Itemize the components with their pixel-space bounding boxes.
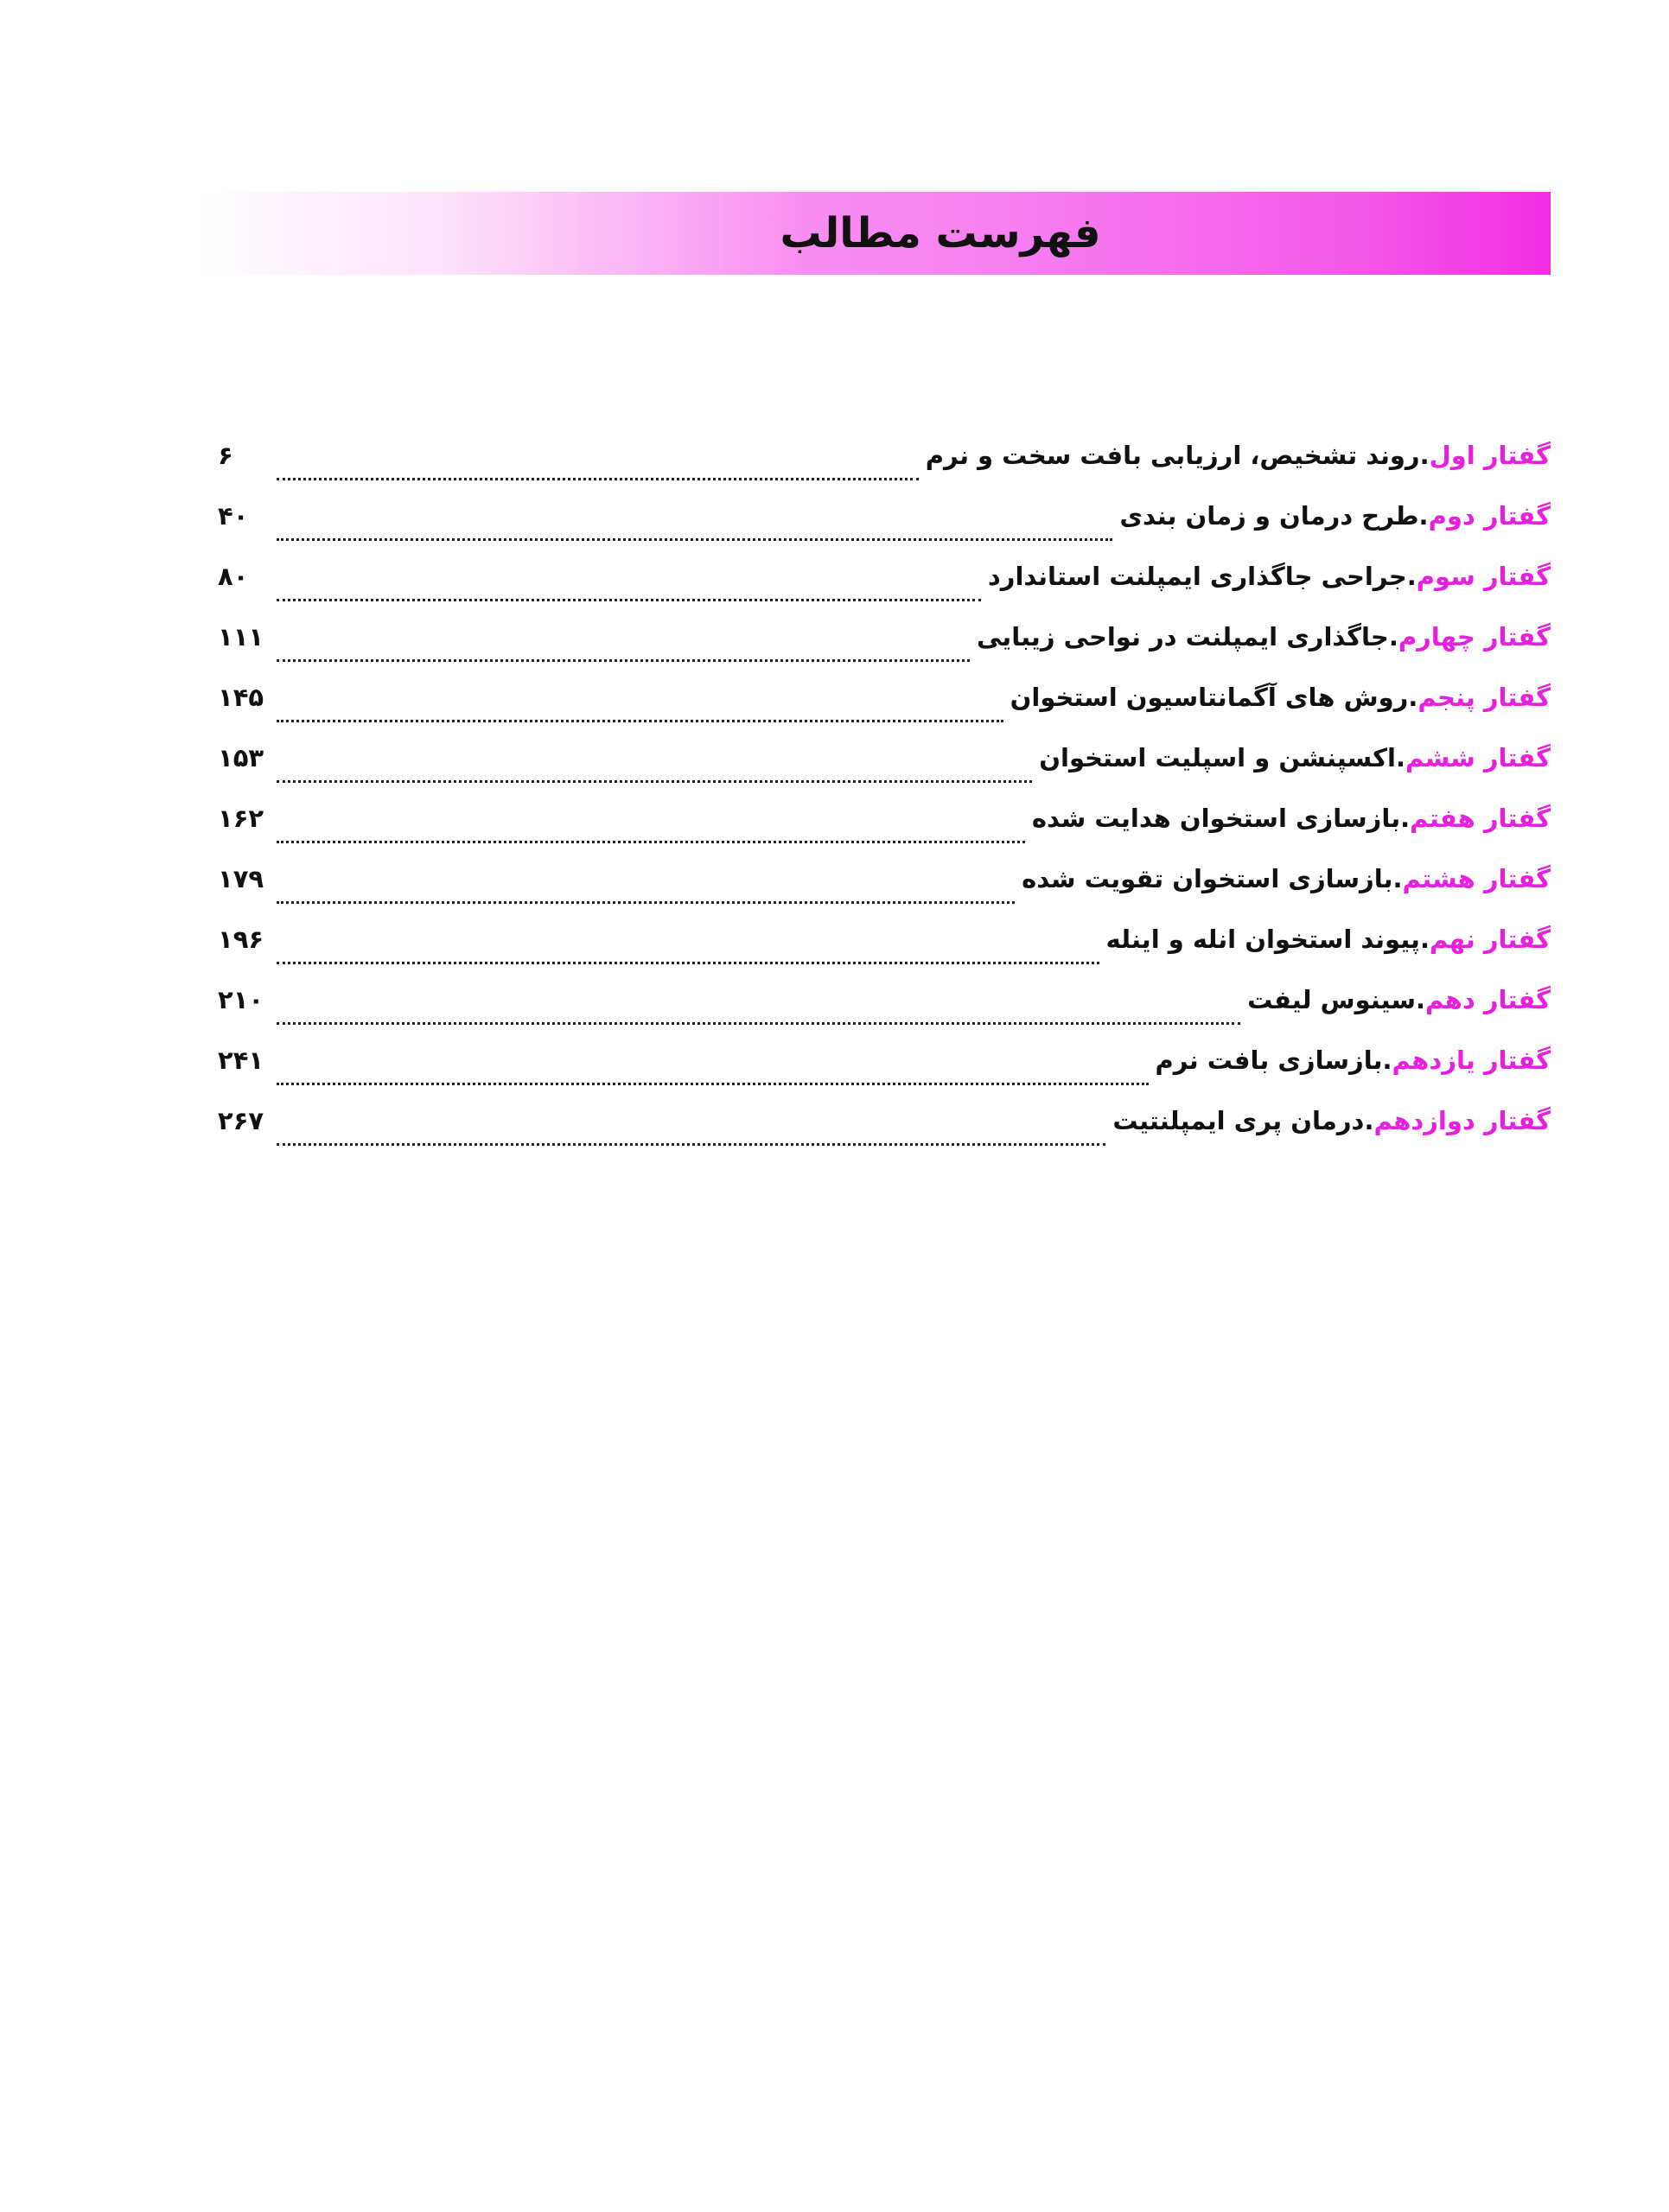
- chapter-title: بازسازی بافت نرم: [1155, 1046, 1383, 1075]
- page-number: ۲۶۷: [218, 1106, 264, 1135]
- page-number: ۲۴۱: [218, 1046, 264, 1075]
- separator-dot: .: [1418, 501, 1429, 531]
- chapter-title: بازسازی استخوان هدایت شده: [1031, 804, 1401, 833]
- chapter-title: جراحی جاگذاری ایمپلنت استاندارد: [987, 562, 1407, 591]
- chapter-title: پیوند استخوان انله و اینله: [1105, 925, 1420, 954]
- page-title: فهرست مطالب: [780, 209, 1101, 257]
- toc-row-5[interactable]: [218, 683, 1551, 743]
- chapter-label: گفتار سوم: [1416, 562, 1551, 591]
- dot-leader: [277, 899, 1015, 904]
- page-number: ۱۹۶: [218, 925, 264, 954]
- toc-row-8[interactable]: [218, 864, 1551, 925]
- chapter-title: روند تشخیص، ارزیابی بافت سخت و نرم: [925, 441, 1420, 470]
- chapter-label: گفتار دوازدهم: [1373, 1106, 1551, 1135]
- dot-leader: [277, 476, 919, 480]
- dot-leader: [277, 960, 1099, 964]
- chapter-label: گفتار چهارم: [1398, 622, 1551, 652]
- dot-leader: [277, 597, 981, 601]
- page-number: ۱۵۳: [218, 743, 264, 772]
- toc-row-2[interactable]: [218, 501, 1551, 562]
- separator-dot: .: [1364, 1106, 1374, 1135]
- page-number: ۱۶۲: [218, 804, 264, 833]
- chapter-label: گفتار ششم: [1405, 743, 1551, 772]
- separator-dot: .: [1406, 562, 1417, 591]
- chapter-title: اکسپنشن و اسپلیت استخوان: [1039, 743, 1396, 772]
- separator-dot: .: [1392, 864, 1403, 893]
- chapter-label: گفتار پنجم: [1417, 683, 1551, 712]
- page-number: ۱۱۱: [218, 622, 264, 652]
- page-number: ۲۱۰: [218, 985, 264, 1014]
- page-number: ۶: [218, 441, 233, 470]
- separator-dot: .: [1395, 743, 1405, 772]
- chapter-label: گفتار دوم: [1428, 501, 1551, 531]
- dot-leader: [277, 1081, 1149, 1085]
- page-number: ۱۷۹: [218, 864, 264, 893]
- chapter-label: گفتار دهم: [1425, 985, 1551, 1014]
- dot-leader: [277, 658, 970, 662]
- dot-leader: [277, 1141, 1105, 1146]
- chapter-title: جاگذاری ایمپلنت در نواحی زیبایی: [976, 622, 1389, 652]
- page-number: ۸۰: [218, 562, 249, 591]
- separator-dot: .: [1408, 683, 1418, 712]
- chapter-title: درمان پری ایمپلنتیت: [1112, 1106, 1365, 1135]
- separator-dot: .: [1400, 804, 1411, 833]
- chapter-label: گفتار اول: [1429, 441, 1551, 470]
- dot-leader: [277, 839, 1025, 843]
- chapter-label: گفتار یازدهم: [1392, 1046, 1551, 1075]
- chapter-title: سینوس لیفت: [1247, 985, 1416, 1014]
- separator-dot: .: [1415, 985, 1425, 1014]
- toc-row-12[interactable]: [218, 1106, 1551, 1166]
- separator-dot: .: [1382, 1046, 1392, 1075]
- chapter-label: گفتار نهم: [1429, 925, 1551, 954]
- dot-leader: [277, 1020, 1240, 1025]
- chapter-title: روش های آگمانتاسیون استخوان: [1010, 683, 1409, 712]
- table-of-contents: [218, 441, 1551, 1166]
- page-number: ۴۰: [218, 501, 249, 531]
- separator-dot: .: [1419, 925, 1430, 954]
- toc-row-4[interactable]: [218, 622, 1551, 683]
- dot-leader: [277, 718, 1003, 722]
- dot-leader: [277, 779, 1032, 783]
- toc-row-10[interactable]: [218, 985, 1551, 1046]
- toc-row-3[interactable]: [218, 562, 1551, 622]
- toc-row-7[interactable]: [218, 804, 1551, 864]
- chapter-label: گفتار هشتم: [1402, 864, 1551, 893]
- chapter-title: بازسازی استخوان تقویت شده: [1022, 864, 1393, 893]
- chapter-label: گفتار هفتم: [1410, 804, 1551, 833]
- toc-row-1[interactable]: [218, 441, 1551, 501]
- chapter-title: طرح درمان و زمان بندی: [1119, 501, 1419, 531]
- title-bar: [197, 192, 1551, 275]
- page-number: ۱۴۵: [218, 683, 264, 712]
- toc-row-6[interactable]: [218, 743, 1551, 804]
- toc-row-11[interactable]: [218, 1046, 1551, 1106]
- dot-leader: [277, 537, 1112, 541]
- separator-dot: .: [1388, 622, 1398, 652]
- toc-row-9[interactable]: [218, 925, 1551, 985]
- separator-dot: .: [1419, 441, 1430, 470]
